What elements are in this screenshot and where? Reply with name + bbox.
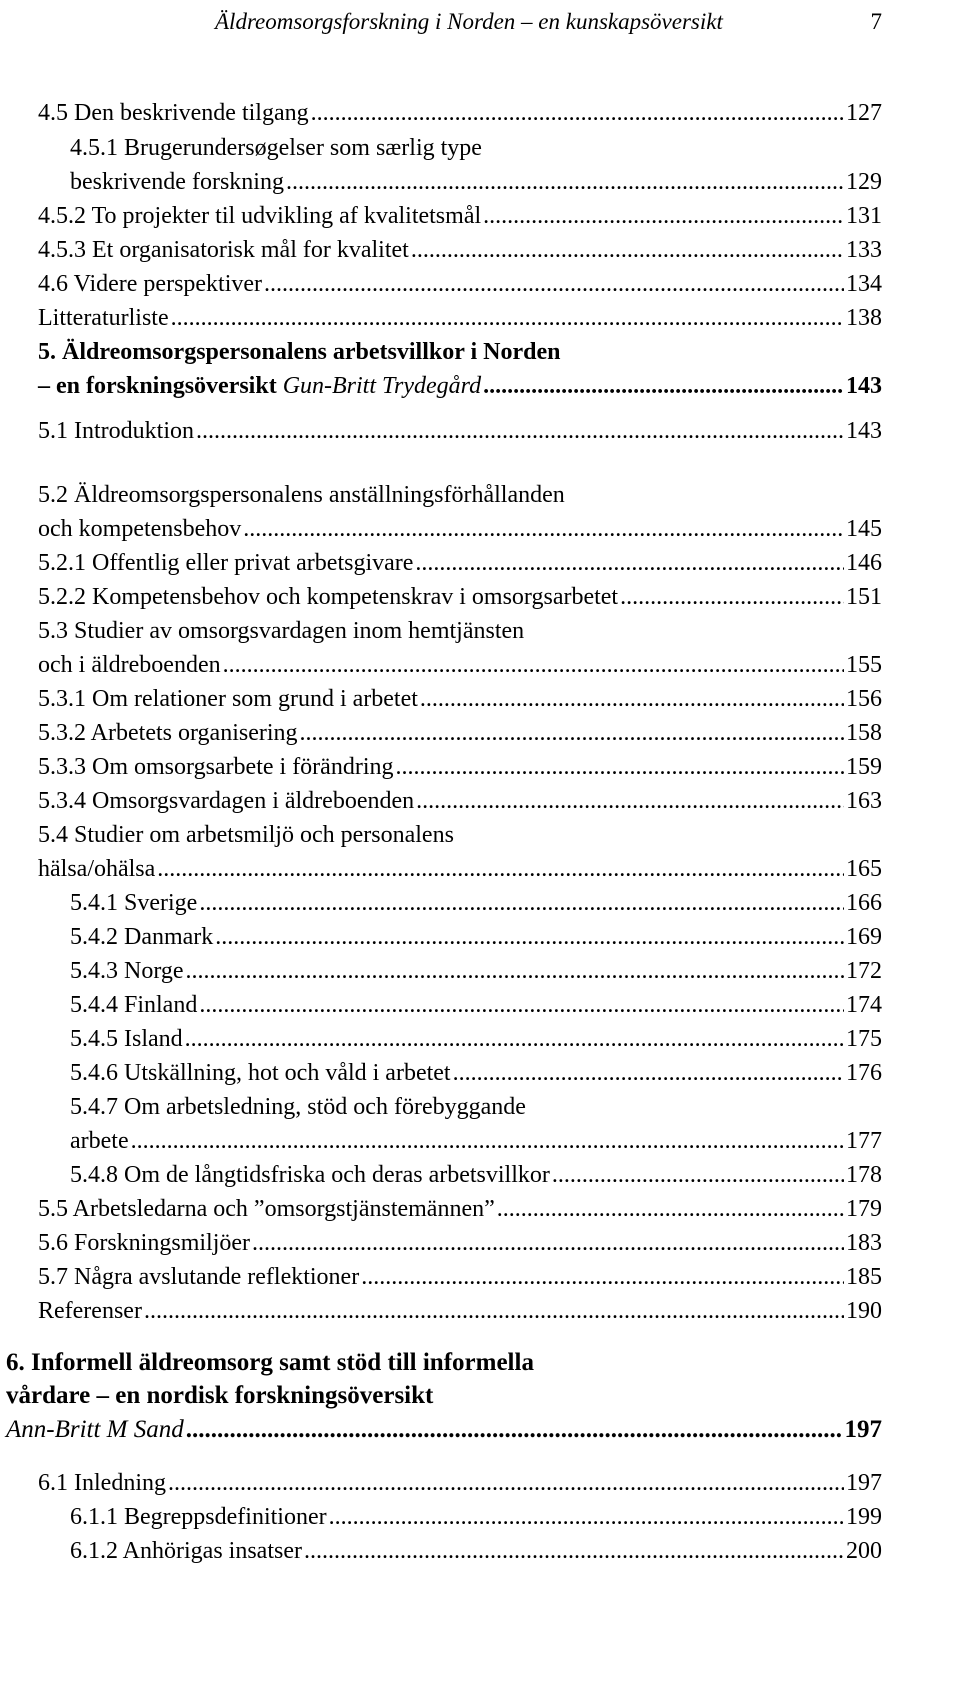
toc-entry-title: 5.1 Introduktion (38, 418, 194, 444)
toc-entry-page: 200 (846, 1538, 882, 1564)
toc-entry-page: 143 (846, 418, 882, 444)
toc-entry[interactable] (0, 267, 882, 301)
toc-entry-title: 5.4.4 Finland (70, 992, 198, 1018)
toc-entry-page: 146 (846, 550, 882, 576)
toc-chapter-heading[interactable] (0, 1379, 882, 1413)
toc-leader-dots (411, 233, 844, 267)
toc-entry-line[interactable] (0, 614, 882, 648)
toc-entry[interactable] (0, 546, 882, 580)
toc-entry-page: 174 (846, 992, 882, 1018)
toc-entry-title: 6. Informell äldreomsorg samt stöd till informella (6, 1349, 534, 1376)
toc-entry-title: 5.3.3 Om omsorgsarbete i förändring (38, 754, 394, 780)
toc-entry-title: 5.2 Äldreomsorgspersonalens anställningsförhållanden (38, 482, 565, 508)
toc-entry-line[interactable] (0, 818, 882, 852)
toc-leader-dots (157, 852, 844, 886)
toc-entry-page: 197 (846, 1470, 882, 1496)
toc-entry[interactable] (0, 301, 882, 335)
toc-leader-dots (416, 784, 844, 818)
toc-leader-dots (252, 1226, 844, 1260)
toc-entry-title: 4.5.1 Brugerundersøgelser som særlig type (70, 135, 482, 161)
toc-entry-title: 5.3.4 Omsorgsvardagen i äldreboenden (38, 788, 415, 814)
toc-entry-title: och i äldreboenden (38, 652, 221, 678)
toc-leader-dots (243, 512, 844, 546)
toc-entry-title: 5.4.8 Om de långtidsfriska och deras arbetsvillkor (70, 1162, 550, 1188)
header-page-number: 7 (870, 9, 882, 34)
toc-leader-dots (620, 580, 844, 614)
toc-leader-dots (396, 750, 845, 784)
toc-entry-page: 172 (846, 958, 882, 984)
toc-entry-author: Gun-Britt Trydegård (282, 373, 482, 399)
toc-entry[interactable] (0, 1158, 882, 1192)
toc-entry-page: 138 (846, 305, 882, 331)
toc-entry[interactable] (0, 1534, 882, 1568)
toc-entry[interactable] (0, 1056, 882, 1090)
toc-entry-title: hälsa/ohälsa (38, 856, 156, 882)
toc-leader-dots (497, 1192, 844, 1226)
toc-entry-page: 179 (846, 1196, 882, 1222)
toc-entry-page: 131 (846, 203, 882, 229)
toc-entry-page: 143 (846, 373, 882, 399)
toc-entry-title: Referenser (38, 1298, 142, 1324)
toc-entry[interactable] (0, 988, 882, 1022)
toc-entry-page: 159 (846, 754, 882, 780)
toc-entry[interactable] (0, 512, 882, 546)
toc-entry[interactable] (0, 1124, 882, 1158)
toc-entry-title: 6.1.2 Anhörigas insatser (70, 1538, 302, 1564)
toc-entry-page: 129 (846, 169, 882, 195)
toc-entry-page: 178 (846, 1162, 882, 1188)
toc-entry-page: 158 (846, 720, 882, 746)
toc-entry[interactable] (0, 920, 882, 954)
toc-entry[interactable] (0, 165, 882, 199)
toc-leader-dots (483, 199, 844, 233)
toc-entry-title: 5.3.1 Om relationer som grund i arbetet (38, 686, 418, 712)
toc-entry-title: 5.4.3 Norge (70, 958, 184, 984)
toc-entry-page: 199 (846, 1504, 882, 1530)
header-title: Äldreomsorgsforskning i Norden – en kunskapsöversikt (215, 9, 723, 34)
toc-entry[interactable] (0, 1022, 882, 1056)
toc-entry[interactable] (0, 96, 882, 130)
toc-leader-dots (171, 301, 844, 335)
toc-entry-title: 5.4.2 Danmark (70, 924, 214, 950)
toc-leader-dots (186, 954, 844, 988)
toc-chapter-entry[interactable] (0, 369, 882, 403)
toc-entry-title: 5.3 Studier av omsorgsvardagen inom hemtjänsten (38, 618, 525, 644)
toc-entry[interactable] (0, 1466, 882, 1500)
toc-entry-page: 134 (846, 271, 882, 297)
toc-leader-dots (415, 546, 844, 580)
toc-leader-dots (186, 1413, 843, 1447)
toc-entry[interactable] (0, 886, 882, 920)
toc-entry[interactable] (0, 233, 882, 267)
toc-entry[interactable] (0, 852, 882, 886)
toc-entry[interactable] (0, 648, 882, 682)
toc-entry-title: 5.4.7 Om arbetsledning, stöd och förebyggande (70, 1094, 526, 1120)
toc-entry-title: 6.1.1 Begreppsdefinitioner (70, 1504, 327, 1530)
toc-leader-dots (483, 369, 844, 403)
toc-leader-dots (453, 1056, 844, 1090)
toc-entry-title: vårdare – en nordisk forskningsöversikt (6, 1382, 434, 1409)
toc-leader-dots (264, 267, 844, 301)
toc-leader-dots (131, 1124, 844, 1158)
toc-entry-page: 190 (846, 1298, 882, 1324)
toc-entry[interactable] (0, 1500, 882, 1534)
toc-leader-dots (223, 648, 844, 682)
toc-entry[interactable] (0, 954, 882, 988)
toc-entry[interactable] (0, 199, 882, 233)
toc-leader-dots (144, 1294, 844, 1328)
toc-entry-title: 5.5 Arbetsledarna och ”omsorgstjänstemännen” (38, 1196, 495, 1222)
toc-leader-dots (552, 1158, 844, 1192)
toc-leader-dots (420, 682, 844, 716)
toc-leader-dots (361, 1260, 844, 1294)
running-header (215, 2, 882, 42)
toc-leader-dots (185, 1022, 844, 1056)
toc-entry-page: 151 (846, 584, 882, 610)
toc-entry[interactable] (0, 414, 882, 448)
toc-entry[interactable] (0, 1294, 882, 1328)
toc-entry-page: 183 (846, 1230, 882, 1256)
toc-leader-dots (215, 920, 844, 954)
toc-entry-title: 4.5.3 Et organisatorisk mål for kvalitet (38, 237, 409, 263)
toc-chapter-entry[interactable] (0, 1413, 882, 1447)
toc-entry-title: 5.4.5 Island (70, 1026, 183, 1052)
toc-entry[interactable] (0, 1226, 882, 1260)
toc-entry[interactable] (0, 784, 882, 818)
toc-entry-title (38, 369, 481, 403)
toc-entry-title: beskrivende forskning (70, 169, 284, 195)
toc-entry-title: 4.6 Videre perspektiver (38, 271, 263, 297)
toc-entry-page: 185 (846, 1264, 882, 1290)
toc-leader-dots (286, 165, 844, 199)
toc-leader-dots (304, 1534, 844, 1568)
toc-entry-page: 165 (846, 856, 882, 882)
toc-entry[interactable] (0, 682, 882, 716)
toc-entry-title: 5.3.2 Arbetets organisering (38, 720, 298, 746)
toc-entry-page: 169 (846, 924, 882, 950)
toc-entry-title: arbete (70, 1128, 129, 1154)
toc-entry-line[interactable] (0, 478, 882, 512)
toc-entry-title: 5.2.1 Offentlig eller privat arbetsgivare (38, 550, 414, 576)
toc-entry-author: Ann-Britt M Sand (6, 1416, 184, 1443)
toc-entry-page: 127 (846, 100, 882, 126)
toc-entry-title: 4.5 Den beskrivende tilgang (38, 100, 309, 126)
toc-entry-page: 163 (846, 788, 882, 814)
toc-entry-title: 4.5.2 To projekter til udvikling af kvalitetsmål (38, 203, 482, 229)
toc-entry-line[interactable] (0, 1090, 882, 1124)
toc-entry-page: 133 (846, 237, 882, 263)
toc-leader-dots (196, 414, 844, 448)
toc-entry-title: 5. Äldreomsorgspersonalens arbetsvillkor i Norden (38, 339, 561, 365)
toc-entry-title: Litteraturliste (38, 305, 169, 331)
toc-entry-title: 5.6 Forskningsmiljöer (38, 1230, 251, 1256)
toc-entry-title-text: – en forskningsöversikt (38, 373, 277, 399)
toc-leader-dots (168, 1466, 844, 1500)
toc-entry-page: 177 (846, 1128, 882, 1154)
toc-leader-dots (311, 96, 844, 130)
toc-entry-title: 5.7 Några avslutande reflektioner (38, 1264, 360, 1290)
toc-entry[interactable] (0, 1260, 882, 1294)
toc-entry-title: 6.1 Inledning (38, 1470, 166, 1496)
toc-leader-dots (199, 988, 844, 1022)
toc-entry[interactable] (0, 716, 882, 750)
toc-entry-title: och kompetensbehov (38, 516, 242, 542)
toc-entry-page: 166 (846, 890, 882, 916)
toc-entry-page: 197 (844, 1416, 882, 1443)
toc-entry-page: 156 (846, 686, 882, 712)
toc-entry[interactable] (0, 750, 882, 784)
toc-leader-dots (300, 716, 844, 750)
toc-entry[interactable] (0, 1192, 882, 1226)
toc-entry-title: 5.4 Studier om arbetsmiljö och personalens (38, 822, 454, 848)
toc-entry[interactable] (0, 580, 882, 614)
toc-entry-page: 175 (846, 1026, 882, 1052)
toc-entry-page: 155 (846, 652, 882, 678)
toc-entry-page: 176 (846, 1060, 882, 1086)
toc-entry-title: 5.4.6 Utskällning, hot och våld i arbetet (70, 1060, 451, 1086)
toc-chapter-heading[interactable] (0, 335, 882, 369)
toc-leader-dots (199, 886, 844, 920)
toc-entry-page: 145 (846, 516, 882, 542)
toc-leader-dots (329, 1500, 844, 1534)
toc-entry-title: 5.2.2 Kompetensbehov och kompetenskrav i omsorgsarbetet (38, 584, 619, 610)
toc-chapter-heading[interactable] (0, 1346, 882, 1380)
toc-entry-title: 5.4.1 Sverige (70, 890, 198, 916)
toc-entry-line[interactable] (0, 131, 882, 165)
